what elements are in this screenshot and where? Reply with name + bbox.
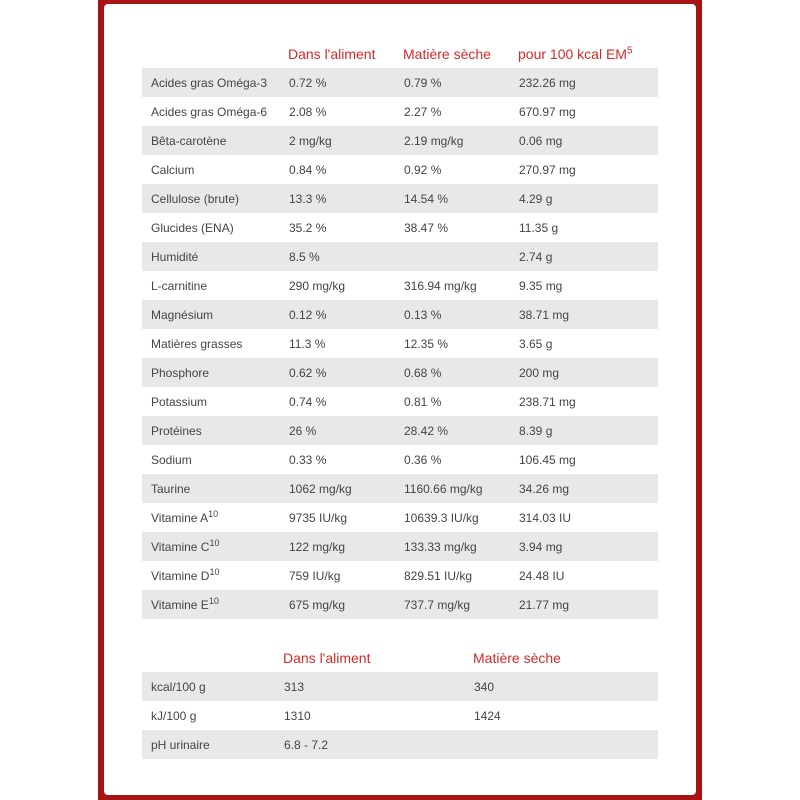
footnote-marker: 5 xyxy=(626,44,633,56)
energy-name-cell: pH urinaire xyxy=(142,730,275,759)
matiere-seche-cell xyxy=(395,590,510,619)
dans-aliment-cell-text: 2.08 % xyxy=(289,104,327,119)
per-100-kcal-cell-text: 314.03 IU xyxy=(519,510,572,525)
dans-aliment-cell: 6.8 - 7.2 xyxy=(275,730,465,759)
energy-name-cell: kcal/100 g xyxy=(142,672,275,701)
dans-aliment-cell-text: 290 mg/kg xyxy=(289,278,346,293)
header-label: Dans l'aliment xyxy=(288,45,376,62)
dans-aliment-cell-text: 0.84 % xyxy=(289,162,327,177)
nutrient-name-cell xyxy=(142,561,280,590)
dans-aliment-cell xyxy=(280,358,395,387)
per-100-kcal-cell-text: 11.35 g xyxy=(519,220,559,235)
per-100-kcal-cell xyxy=(510,213,658,242)
dans-aliment-cell-text: 35.2 % xyxy=(289,220,327,235)
per-100-kcal-cell-text: 106.45 mg xyxy=(519,452,576,467)
matiere-seche-cell-text: 2.19 mg/kg xyxy=(404,133,464,148)
per-100-kcal-cell-text: 238.71 mg xyxy=(519,394,576,409)
matiere-seche-cell-text: 316.94 mg/kg xyxy=(404,278,477,293)
per-100-kcal-cell-text: 8.39 g xyxy=(519,423,553,438)
matiere-seche-cell xyxy=(395,300,510,329)
per-100-kcal-cell xyxy=(510,184,658,213)
per-100-kcal-cell-text: 4.29 g xyxy=(519,191,553,206)
matiere-seche-cell: 340 xyxy=(465,672,658,701)
dans-aliment-cell-text: 0.33 % xyxy=(289,452,327,467)
nutrient-name-cell-text: Magnésium xyxy=(151,307,214,322)
nutrient-name-cell-text: Glucides (ENA) xyxy=(151,220,234,235)
matiere-seche-cell: 1424 xyxy=(465,701,658,730)
per-100-kcal-cell xyxy=(510,242,658,271)
matiere-seche-cell xyxy=(395,184,510,213)
per-100-kcal-cell xyxy=(510,300,658,329)
nutrient-name-cell-text: Protéines xyxy=(151,423,202,438)
nutrient-name-cell-text: Humidité xyxy=(151,249,199,264)
nutrient-name-cell xyxy=(142,416,280,445)
matiere-seche-cell-text: 2.27 % xyxy=(404,104,442,119)
matiere-seche-cell-text: 10639.3 IU/kg xyxy=(404,510,479,525)
per-100-kcal-cell-text: 34.26 mg xyxy=(519,481,570,496)
nutrient-name-cell-text: Calcium xyxy=(151,162,195,177)
nutrient-name-cell xyxy=(142,155,280,184)
dans-aliment-cell-text: 0.12 % xyxy=(289,307,327,322)
dans-aliment-cell xyxy=(280,184,395,213)
nutrient-name-cell xyxy=(142,474,280,503)
matiere-seche-cell-text: 133.33 mg/kg xyxy=(404,539,477,554)
table-row xyxy=(142,445,658,474)
nutrient-name-cell-text: Matières grasses xyxy=(151,336,243,351)
table-row xyxy=(142,155,658,184)
dans-aliment-cell: 1310 xyxy=(275,701,465,730)
footnote-marker: 10 xyxy=(209,537,220,548)
nutrient-name-cell-text: Vitamine D xyxy=(151,568,210,583)
table-row xyxy=(142,97,658,126)
dans-aliment-cell-text: 122 mg/kg xyxy=(289,539,346,554)
dans-aliment-cell xyxy=(280,561,395,590)
table-row xyxy=(142,213,658,242)
table-row xyxy=(142,532,658,561)
per-100-kcal-cell xyxy=(510,329,658,358)
per-100-kcal-cell-text: 38.71 mg xyxy=(519,307,570,322)
matiere-seche-cell xyxy=(395,155,510,184)
nutrient-name-cell xyxy=(142,184,280,213)
per-100-kcal-cell-text: 200 mg xyxy=(519,365,560,380)
per-100-kcal-cell-text: 670.97 mg xyxy=(519,104,576,119)
dans-aliment-cell-text: 1062 mg/kg xyxy=(289,481,352,496)
per-100-kcal-cell-text: 2.74 g xyxy=(519,249,553,264)
header-name-column xyxy=(142,643,275,672)
footnote-marker: 10 xyxy=(208,508,219,519)
nutrient-name-cell xyxy=(142,329,280,358)
nutrient-name-cell xyxy=(142,126,280,155)
per-100-kcal-cell xyxy=(510,97,658,126)
matiere-seche-cell-text: 12.35 % xyxy=(404,336,449,351)
per-100-kcal-cell-text: 0.06 mg xyxy=(519,133,563,148)
matiere-seche-cell xyxy=(395,387,510,416)
table-row xyxy=(142,672,658,701)
dans-aliment-cell xyxy=(280,474,395,503)
dans-aliment-cell-text: 2 mg/kg xyxy=(289,133,332,148)
dans-aliment-cell-text: 0.72 % xyxy=(289,75,327,90)
matiere-seche-cell-text: 0.81 % xyxy=(404,394,442,409)
dans-aliment-cell xyxy=(280,213,395,242)
dans-aliment-cell-text: 759 IU/kg xyxy=(289,568,341,583)
nutrient-name-cell-text: Vitamine A xyxy=(151,510,209,525)
footnote-marker: 10 xyxy=(208,595,219,606)
dans-aliment-cell-text: 11.3 % xyxy=(289,336,326,351)
dans-aliment-cell: 313 xyxy=(275,672,465,701)
matiere-seche-cell-text: 0.68 % xyxy=(404,365,442,380)
per-100-kcal-cell-text: 270.97 mg xyxy=(519,162,576,177)
dans-aliment-cell xyxy=(280,445,395,474)
dans-aliment-cell xyxy=(280,329,395,358)
matiere-seche-cell xyxy=(395,503,510,532)
matiere-seche-cell xyxy=(465,730,658,759)
nutrient-name-cell xyxy=(142,300,280,329)
nutrient-name-cell-text: Bêta-carotène xyxy=(151,133,227,148)
nutrient-name-cell-text: L-carnitine xyxy=(151,278,208,293)
nutrient-name-cell xyxy=(142,503,280,532)
nutrient-name-cell-text: Taurine xyxy=(151,481,191,496)
nutrient-name-cell xyxy=(142,242,280,271)
dans-aliment-cell xyxy=(280,97,395,126)
per-100-kcal-cell-text: 24.48 IU xyxy=(519,568,565,583)
per-100-kcal-cell-text: 232.26 mg xyxy=(519,75,576,90)
nutrient-name-cell xyxy=(142,387,280,416)
table-row xyxy=(142,503,658,532)
matiere-seche-cell-text: 14.54 % xyxy=(404,191,449,206)
header-dans-aliment: Dans l'aliment xyxy=(283,649,371,666)
dans-aliment-cell-text: 8.5 % xyxy=(289,249,320,264)
per-100-kcal-cell xyxy=(510,387,658,416)
table-row xyxy=(142,387,658,416)
per-100-kcal-cell xyxy=(510,532,658,561)
matiere-seche-cell xyxy=(395,474,510,503)
per-100-kcal-cell xyxy=(510,358,658,387)
nutrient-name-cell xyxy=(142,532,280,561)
nutrient-analysis-table xyxy=(142,39,658,619)
table-row xyxy=(142,561,658,590)
nutrient-name-cell-text: Potassium xyxy=(151,394,208,409)
nutrient-name-cell xyxy=(142,358,280,387)
per-100-kcal-cell xyxy=(510,474,658,503)
dans-aliment-cell xyxy=(280,242,395,271)
nutrient-name-cell-text: Acides gras Oméga-3 xyxy=(151,75,268,90)
matiere-seche-cell xyxy=(395,358,510,387)
matiere-seche-cell xyxy=(395,242,510,271)
dans-aliment-cell xyxy=(280,416,395,445)
nutrient-name-cell xyxy=(142,97,280,126)
dans-aliment-cell-text: 13.3 % xyxy=(289,191,327,206)
table-row xyxy=(142,358,658,387)
dans-aliment-cell-text: 0.62 % xyxy=(289,365,327,380)
matiere-seche-cell xyxy=(395,532,510,561)
matiere-seche-cell xyxy=(395,329,510,358)
table-row xyxy=(142,242,658,271)
matiere-seche-cell-text: 737.7 mg/kg xyxy=(404,597,471,612)
dans-aliment-cell xyxy=(280,590,395,619)
header-label: pour 100 kcal EM xyxy=(518,45,627,62)
matiere-seche-cell xyxy=(395,68,510,97)
matiere-seche-cell-text: 829.51 IU/kg xyxy=(404,568,473,583)
matiere-seche-cell-text: 0.13 % xyxy=(404,307,442,322)
nutrient-name-cell-text: Vitamine E xyxy=(151,597,209,612)
nutrient-name-cell-text: Sodium xyxy=(151,452,192,467)
header-dans-aliment xyxy=(280,39,395,68)
header-matiere-seche: Matière sèche xyxy=(473,649,561,666)
dans-aliment-cell xyxy=(280,155,395,184)
energy-header-row xyxy=(142,643,658,672)
table-row xyxy=(142,126,658,155)
energy-name-cell: kJ/100 g xyxy=(142,701,275,730)
dans-aliment-cell xyxy=(280,532,395,561)
matiere-seche-cell xyxy=(395,561,510,590)
nutrient-name-cell xyxy=(142,68,280,97)
matiere-seche-cell xyxy=(395,271,510,300)
nutrient-name-cell xyxy=(142,590,280,619)
dans-aliment-cell-text: 0.74 % xyxy=(289,394,327,409)
per-100-kcal-cell xyxy=(510,271,658,300)
per-100-kcal-cell-text: 3.65 g xyxy=(519,336,553,351)
nutrient-header-row xyxy=(142,39,658,68)
matiere-seche-cell-text: 0.36 % xyxy=(404,452,442,467)
table-row xyxy=(142,474,658,503)
table-row xyxy=(142,416,658,445)
dans-aliment-cell xyxy=(280,300,395,329)
matiere-seche-cell-text: 0.79 % xyxy=(404,75,442,90)
header-name-column xyxy=(142,39,280,68)
header-label: Matière sèche xyxy=(403,45,491,62)
nutrient-name-cell xyxy=(142,445,280,474)
per-100-kcal-cell xyxy=(510,68,658,97)
matiere-seche-cell-text: 38.47 % xyxy=(404,220,449,235)
matiere-seche-cell xyxy=(395,416,510,445)
per-100-kcal-cell xyxy=(510,416,658,445)
per-100-kcal-cell xyxy=(510,155,658,184)
matiere-seche-cell-text: 0.92 % xyxy=(404,162,442,177)
footnote-marker: 10 xyxy=(209,566,220,577)
header-matiere-seche xyxy=(395,39,510,68)
matiere-seche-cell-text: 28.42 % xyxy=(404,423,449,438)
table-row xyxy=(142,701,658,730)
dans-aliment-cell-text: 9735 IU/kg xyxy=(289,510,348,525)
per-100-kcal-cell-text: 9.35 mg xyxy=(519,278,563,293)
nutrient-name-cell xyxy=(142,271,280,300)
nutrient-name-cell xyxy=(142,213,280,242)
dans-aliment-cell xyxy=(280,68,395,97)
matiere-seche-cell-text: 1160.66 mg/kg xyxy=(404,481,483,496)
dans-aliment-cell xyxy=(280,271,395,300)
table-row xyxy=(142,300,658,329)
nutrient-name-cell-text: Cellulose (brute) xyxy=(151,191,240,206)
matiere-seche-cell xyxy=(395,445,510,474)
per-100-kcal-cell xyxy=(510,561,658,590)
header-per-100-kcal xyxy=(510,39,658,68)
dans-aliment-cell xyxy=(280,387,395,416)
nutrient-name-cell-text: Acides gras Oméga-6 xyxy=(151,104,268,119)
table-row xyxy=(142,68,658,97)
dans-aliment-cell xyxy=(280,126,395,155)
per-100-kcal-cell xyxy=(510,503,658,532)
table-row xyxy=(142,730,658,759)
energy-table xyxy=(142,643,658,759)
matiere-seche-cell xyxy=(395,126,510,155)
table-row xyxy=(142,271,658,300)
table-row xyxy=(142,184,658,213)
per-100-kcal-cell xyxy=(510,445,658,474)
matiere-seche-cell xyxy=(395,97,510,126)
dans-aliment-cell xyxy=(280,503,395,532)
dans-aliment-cell-text: 26 % xyxy=(289,423,317,438)
nutrient-name-cell-text: Vitamine C xyxy=(151,539,210,554)
per-100-kcal-cell xyxy=(510,590,658,619)
per-100-kcal-cell-text: 21.77 mg xyxy=(519,597,570,612)
nutrient-name-cell-text: Phosphore xyxy=(151,365,210,380)
dans-aliment-cell-text: 675 mg/kg xyxy=(289,597,346,612)
per-100-kcal-cell-text: 3.94 mg xyxy=(519,539,563,554)
per-100-kcal-cell xyxy=(510,126,658,155)
matiere-seche-cell xyxy=(395,213,510,242)
table-row xyxy=(142,329,658,358)
table-row xyxy=(142,590,658,619)
